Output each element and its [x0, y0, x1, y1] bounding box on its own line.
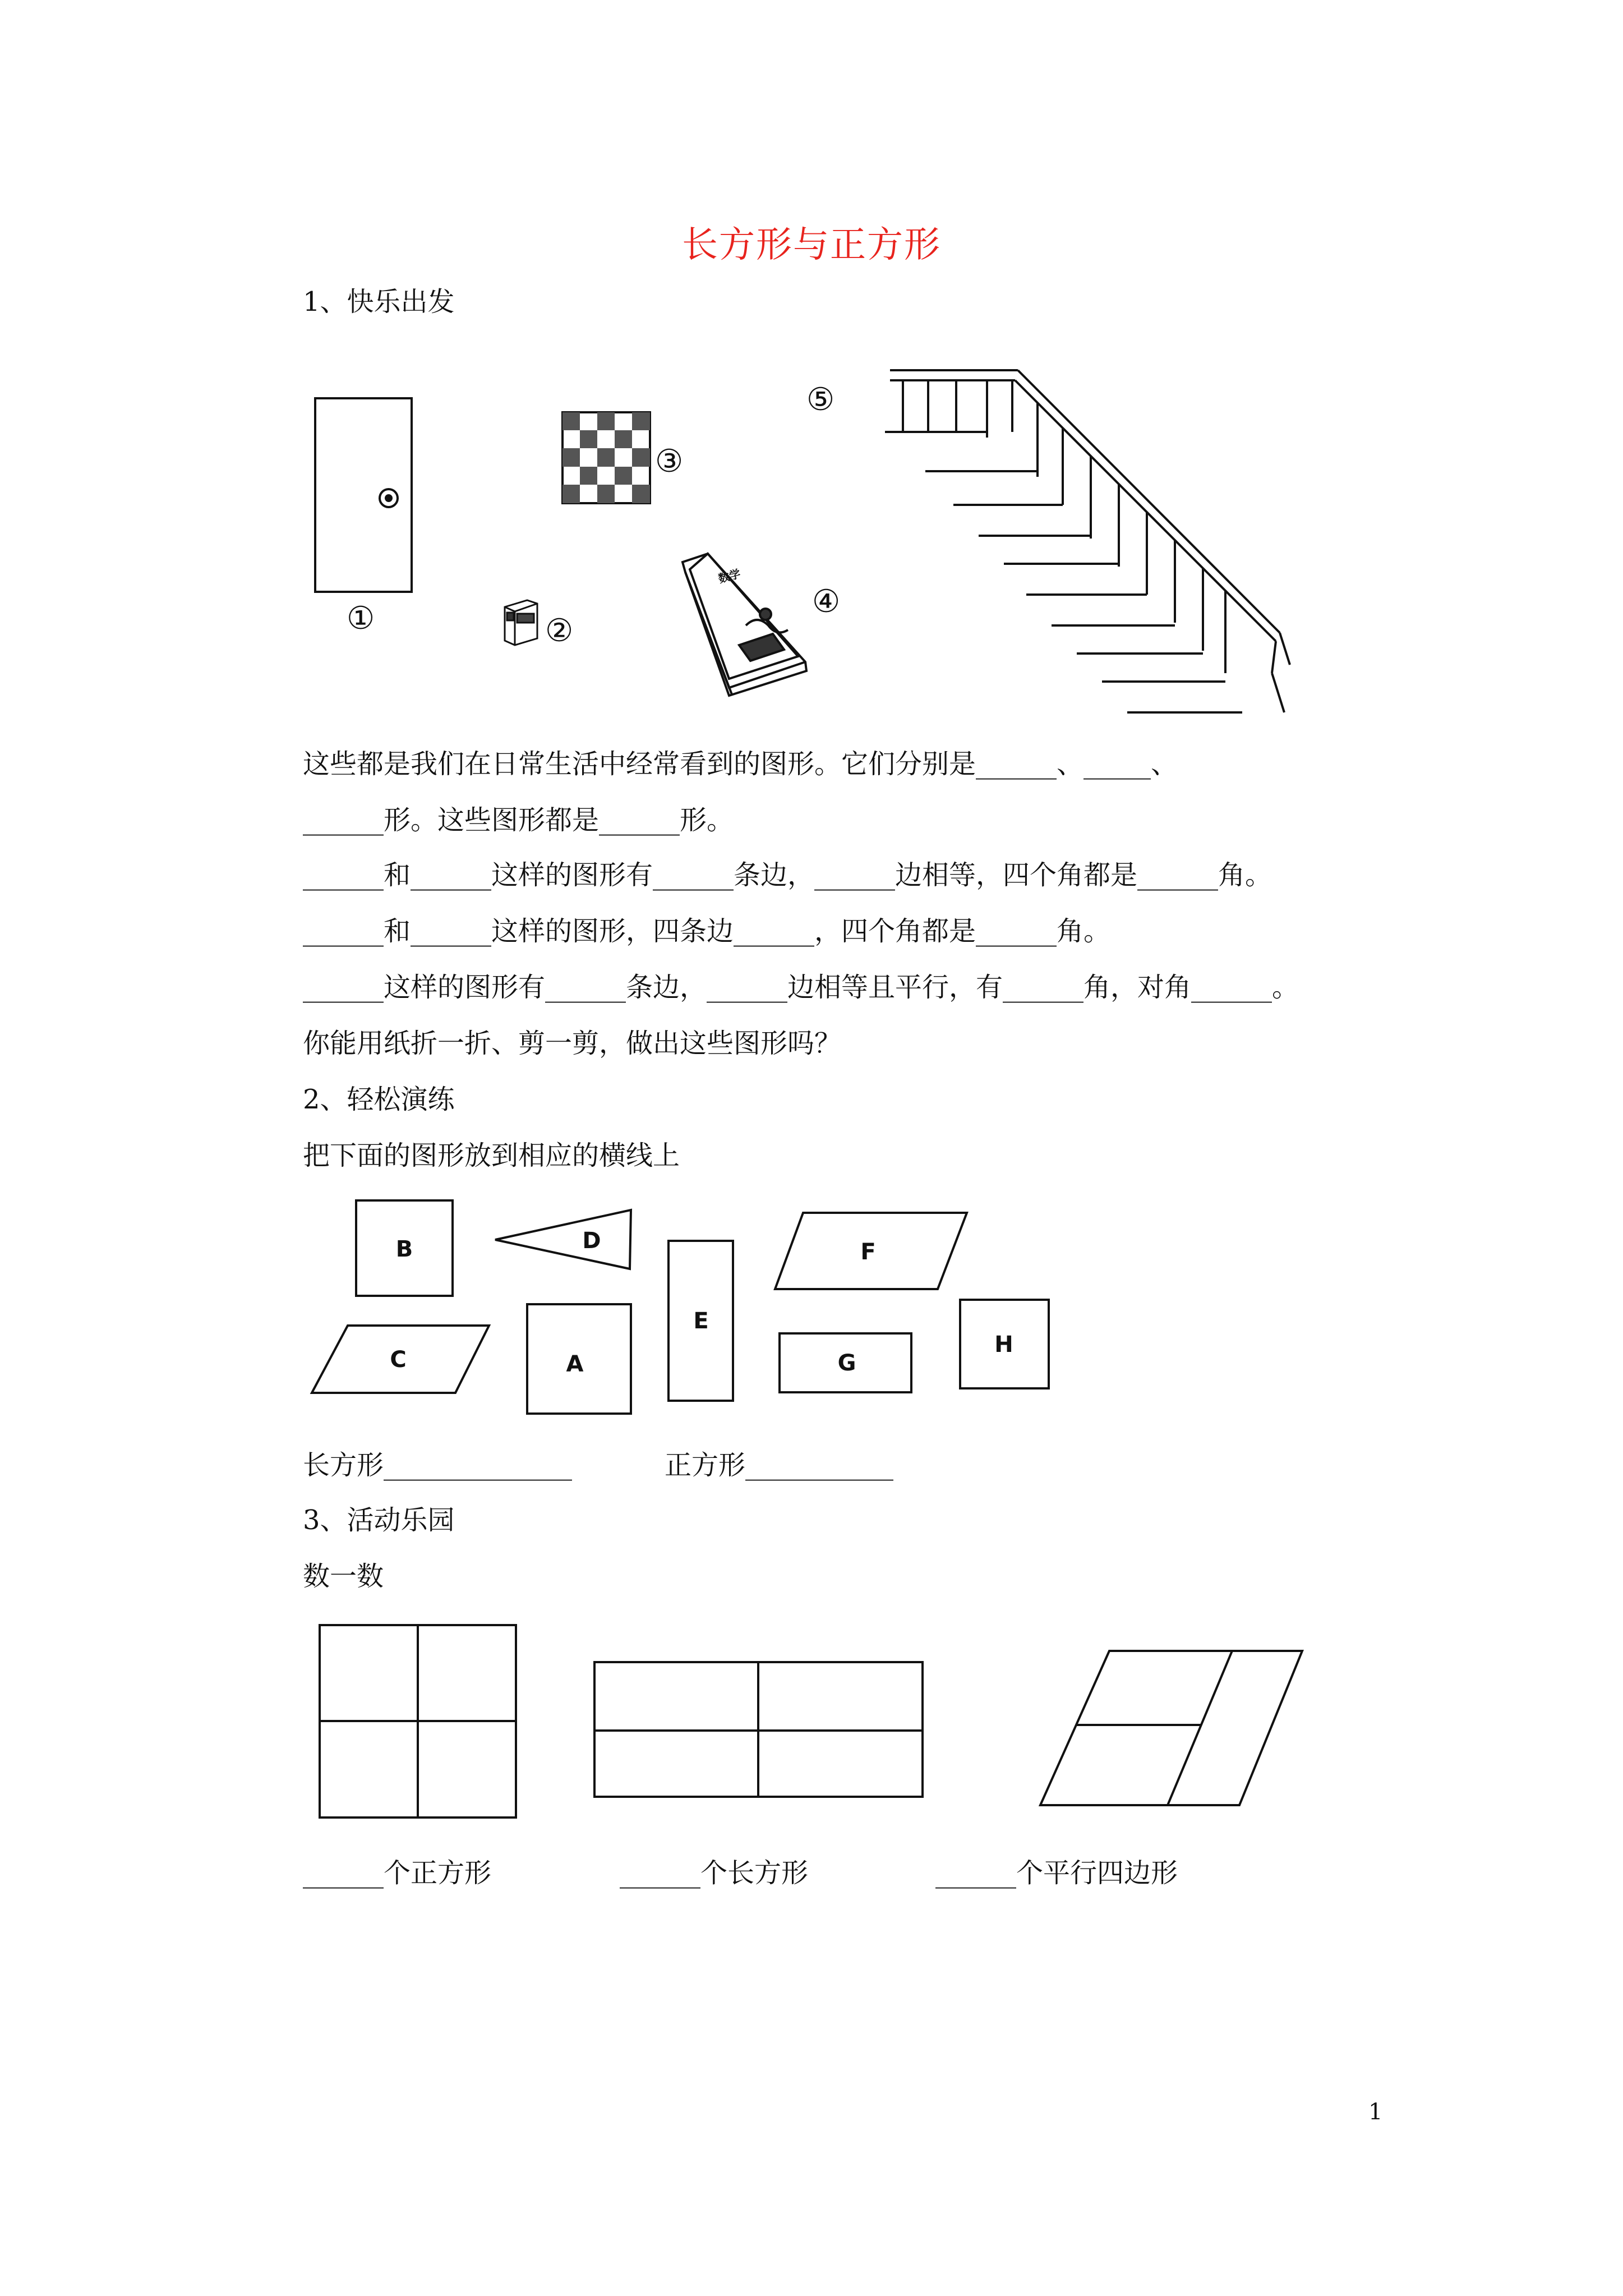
page-title: 长方形与正方形	[682, 224, 941, 266]
shape-a-label: A	[566, 1351, 584, 1377]
marker-1: ①	[347, 600, 375, 637]
section3-heading: 3、活动乐园	[303, 1504, 455, 1536]
count-squares-caption: ______个正方形	[303, 1857, 492, 1889]
square-grid-figure	[320, 1625, 516, 1818]
count-rectangles-caption: ______个长方形	[620, 1857, 809, 1889]
marker-4: ④	[812, 583, 841, 620]
rectangle-grid-figure	[594, 1662, 923, 1797]
section2-heading: 2、轻松演练	[303, 1084, 455, 1115]
shape-g-label: G	[837, 1350, 856, 1376]
shape-c-label: C	[390, 1347, 407, 1373]
section1-line-6: 你能用纸折一折、剪一剪，做出这些图形吗？	[303, 1028, 842, 1059]
shape-h-label: H	[994, 1332, 1013, 1358]
shape-f-label: F	[860, 1239, 876, 1265]
section3-subheading: 数一数	[303, 1561, 384, 1592]
section2-instruction: 把下面的图形放到相应的横线上	[303, 1140, 680, 1171]
section1-line-5: ______这样的图形有______条边，______边相等且平行，有______角，对角______。	[303, 972, 1299, 1003]
marker-5: ⑤	[806, 381, 835, 418]
marker-3: ③	[655, 443, 684, 480]
page-number: 1	[1368, 2099, 1383, 2125]
count-parallelograms-caption: ______个平行四边形	[935, 1857, 1178, 1889]
shape-e-label: E	[693, 1308, 709, 1334]
shape-d-label: D	[582, 1228, 601, 1254]
marker-2: ②	[545, 613, 574, 649]
answer-square: 正方形___________	[665, 1450, 894, 1481]
section1-line-3: ______和______这样的图形有______条边，______边相等，四个角都是______角。	[303, 859, 1272, 891]
answer-rectangle: 长方形______________	[303, 1450, 573, 1481]
shape-b-label: B	[395, 1236, 413, 1262]
section1-line-2: ______形。这些图形都是______形。	[303, 804, 734, 836]
book-label: 数学	[717, 567, 742, 586]
parallelogram-grid-figure	[1040, 1651, 1302, 1805]
section1-heading: 1、快乐出发	[303, 286, 455, 318]
section1-line-4: ______和______这样的图形，四条边______，四个角都是______角。	[303, 915, 1111, 947]
section1-line-1: 这些都是我们在日常生活中经常看到的图形。它们分别是______、_____、	[303, 748, 1178, 780]
